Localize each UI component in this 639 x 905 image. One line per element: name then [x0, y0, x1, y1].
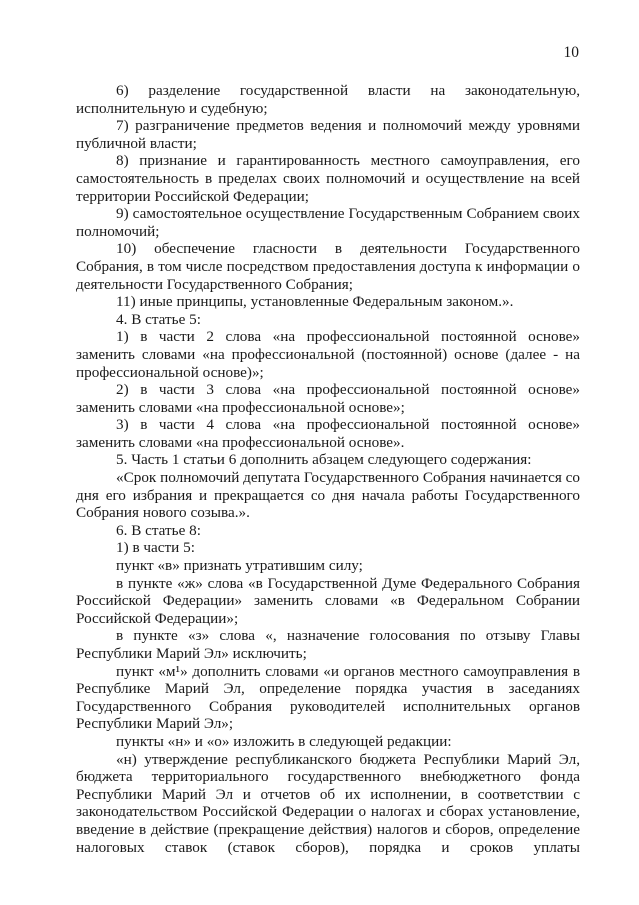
paragraph-principle-11: 11) иные принципы, установленные Федеральным законом.». [116, 293, 514, 311]
paragraph-article-5-item-2: 2) в части 3 слова «на профессиональной постоянной основе» заменить словами «на профессиональной основе»; [76, 381, 580, 416]
paragraph-point-v: пункт «в» признать утратившим силу; [116, 557, 363, 575]
paragraph-principle-8: 8) признание и гарантированность местного самоуправления, его самостоятельность в пределах своих полномочий и осуществление на всей территории Российской Федерации; [76, 152, 580, 205]
paragraph-principle-9: 9) самостоятельное осуществление Государственным Собранием своих полномочий; [76, 205, 580, 240]
paragraph-article-6-quote: «Срок полномочий депутата Государственного Собрания начинается со дня его избрания и прекращается со дня начала работы Государственного Собрания нового созыва.». [76, 469, 580, 522]
document-body [76, 82, 580, 856]
paragraph-principle-10: 10) обеспечение гласности в деятельности Государственного Собрания, в том числе посредством предоставления доступа к информации о деятельности Государственного Собрания; [76, 240, 580, 293]
paragraph-article-5-heading: 4. В статье 5: [116, 310, 201, 328]
paragraph-principle-7: 7) разграничение предметов ведения и полномочий между уровнями публичной власти; [76, 117, 580, 152]
paragraph-article-6-heading: 5. Часть 1 статьи 6 дополнить абзацем следующего содержания: [116, 451, 532, 469]
paragraph-point-z: в пункте «з» слова «, назначение голосования по отзыву Главы Республики Марий Эл» исключить; [76, 627, 580, 662]
paragraph-article-5-item-1: 1) в части 2 слова «на профессиональной постоянной основе» заменить словами «на профессиональной (постоянной) основе (далее - на профессиональной основе)»; [76, 328, 580, 381]
page-number: 10 [563, 44, 579, 61]
paragraph-principle-6: 6) разделение государственной власти на законодательную, исполнительную и судебную; [76, 82, 580, 117]
paragraph-point-n-text: «н) утверждение республиканского бюджета Республики Марий Эл, бюджета территориального государственного внебюджетного фонда Республики Марий Эл и отчетов об их исполнении, в соответствии с законодательством Российской Федерации о налогах и сборах установление, введение в действие (прекращение действия) налогов и сборов, определение налоговых ставок (ставок сборов), порядка и сроков уплаты [76, 750, 580, 856]
paragraph-point-m1: пункт «м¹» дополнить словами «и органов местного самоуправления в Республике Марий Эл, определение порядка участия в заседаниях Государственного Собрания руководителей исполнительных органов Республики Марий Эл»; [76, 662, 580, 733]
paragraph-article-8-part-5: 1) в части 5: [116, 539, 195, 557]
paragraph-point-zh: в пункте «ж» слова «в Государственной Думе Федерального Собрания Российской Федерации» заменить словами «в Федеральном Собрании Российской Федерации»; [76, 574, 580, 627]
paragraph-article-5-item-3: 3) в части 4 слова «на профессиональной постоянной основе» заменить словами «на профессиональной основе». [76, 416, 580, 451]
paragraph-points-n-o: пункты «н» и «о» изложить в следующей редакции: [116, 732, 452, 750]
paragraph-article-8-heading: 6. В статье 8: [116, 521, 201, 539]
